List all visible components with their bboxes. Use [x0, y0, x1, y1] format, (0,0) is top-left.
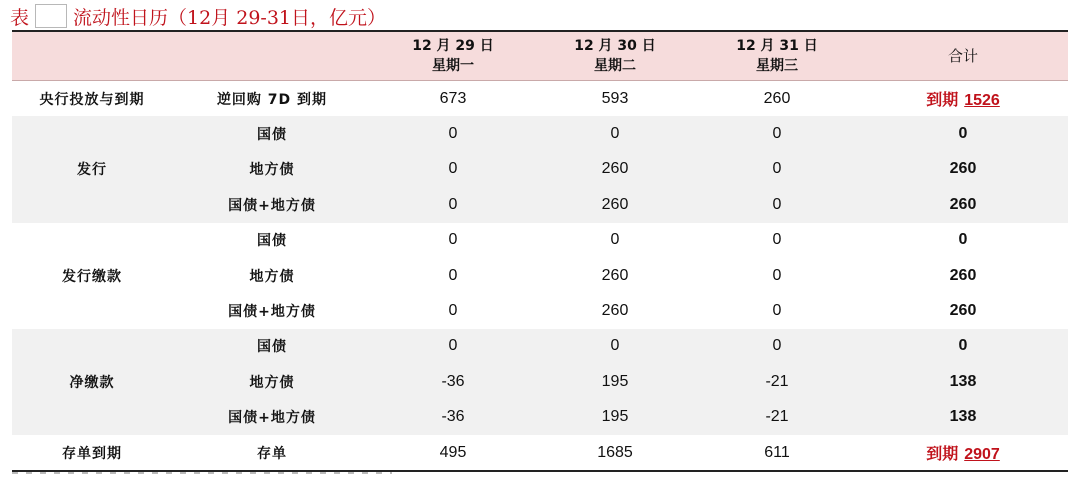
cell-value: 495 — [372, 435, 534, 471]
header-day-date: 12 月 30 日 — [574, 38, 656, 54]
cell-value: 0 — [372, 329, 534, 364]
table-row — [12, 81, 1068, 117]
cell-value: -21 — [696, 364, 858, 399]
cell-value: 260 — [534, 187, 696, 222]
cell-total — [858, 81, 1068, 117]
total-prefix: 到期 — [926, 92, 959, 110]
row-category: 净缴款 — [12, 329, 172, 435]
header-day-date: 12 月 31 日 — [736, 38, 818, 54]
cell-total: 0 — [858, 116, 1068, 151]
table-row — [12, 116, 1068, 151]
header-day-1 — [372, 32, 534, 81]
cell-value: 0 — [610, 231, 620, 249]
header-day-2 — [534, 32, 696, 81]
cell-value: 0 — [372, 152, 534, 187]
cell-value: -21 — [696, 400, 858, 435]
cell-total: 0 — [858, 329, 1068, 364]
row-subcategory: 国债 — [257, 233, 287, 250]
row-subcategory: 地方债 — [249, 268, 295, 285]
table-row — [12, 223, 1068, 258]
table-row — [12, 435, 1068, 471]
row-subcategory: 国债+地方债 — [172, 187, 372, 222]
row-subcategory: 存单 — [172, 435, 372, 471]
cell-value: 0 — [448, 231, 458, 249]
cell-value: 260 — [601, 302, 629, 320]
cell-total: 260 — [949, 302, 977, 320]
cell-value: 260 — [534, 152, 696, 187]
row-subcategory: 国债 — [172, 329, 372, 364]
header-total: 合计 — [858, 32, 1068, 81]
liquidity-calendar-table — [12, 32, 1068, 472]
total-value: 2907 — [964, 446, 1000, 464]
total-prefix: 到期 — [926, 446, 959, 464]
cell-value: 1685 — [534, 435, 696, 471]
cell-total: 260 — [858, 187, 1068, 222]
cell-total — [858, 435, 1068, 471]
table-caption — [10, 2, 386, 30]
row-subcategory: 地方债 — [172, 364, 372, 399]
row-subcategory: 地方债 — [172, 152, 372, 187]
cell-value: 0 — [448, 266, 458, 284]
cell-value: 0 — [534, 329, 696, 364]
cell-value: 0 — [696, 329, 858, 364]
caption-title: 流动性日历（12月 29-31日，亿元） — [73, 6, 387, 29]
caption-number-box — [35, 4, 67, 28]
row-subcategory: 国债+地方债 — [228, 304, 316, 321]
cell-value: 0 — [372, 187, 534, 222]
cell-total: 138 — [858, 364, 1068, 399]
footnote-fragment — [12, 472, 392, 474]
cell-value: 0 — [696, 187, 858, 222]
row-subcategory: 国债+地方债 — [172, 400, 372, 435]
caption-prefix: 表 — [10, 6, 30, 29]
header-day-3 — [696, 32, 858, 81]
header-day-weekday: 星期二 — [594, 58, 636, 74]
header-day-weekday: 星期三 — [756, 58, 798, 74]
row-category: 存单到期 — [12, 435, 172, 471]
cell-value: 0 — [772, 266, 782, 284]
cell-value: 0 — [696, 152, 858, 187]
header-row — [12, 32, 1068, 81]
cell-value: 0 — [448, 302, 458, 320]
row-subcategory: 逆回购 7D 到期 — [216, 91, 328, 108]
cell-value: 260 — [763, 89, 791, 107]
cell-value: 195 — [534, 364, 696, 399]
cell-total: 260 — [949, 266, 977, 284]
cell-total: 260 — [858, 152, 1068, 187]
cell-value: 195 — [534, 400, 696, 435]
cell-value: 0 — [696, 116, 858, 151]
cell-total: 138 — [858, 400, 1068, 435]
cell-value: 0 — [772, 231, 782, 249]
cell-value: 260 — [601, 266, 629, 284]
header-day-weekday: 星期一 — [432, 58, 474, 74]
cell-value: 593 — [601, 89, 629, 107]
cell-value: -36 — [372, 364, 534, 399]
table-row — [12, 329, 1068, 364]
row-category: 央行投放与到期 — [39, 91, 145, 108]
cell-total: 0 — [958, 231, 968, 249]
row-category: 发行 — [12, 116, 172, 222]
header-empty-1 — [12, 32, 172, 81]
cell-value: 0 — [372, 116, 534, 151]
cell-value: 611 — [696, 435, 858, 471]
cell-value: -36 — [372, 400, 534, 435]
header-day-date: 12 月 29 日 — [412, 38, 494, 54]
row-subcategory: 国债 — [172, 116, 372, 151]
total-value: 1526 — [964, 92, 1000, 110]
header-empty-2 — [172, 32, 372, 81]
row-category: 发行缴款 — [62, 268, 122, 285]
cell-value: 673 — [439, 89, 467, 107]
cell-value: 0 — [772, 302, 782, 320]
cell-value: 0 — [534, 116, 696, 151]
